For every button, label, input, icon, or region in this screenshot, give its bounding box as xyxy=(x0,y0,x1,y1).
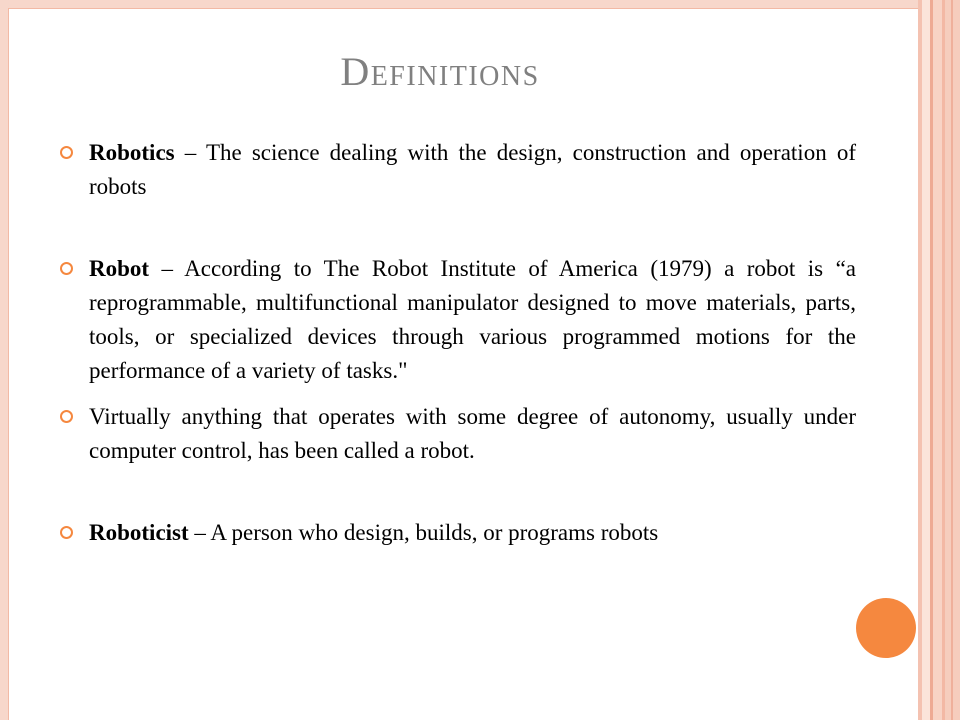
definition-text: – The science dealing with the design, construction and operation of robots xyxy=(89,140,856,199)
bullet-list xyxy=(60,136,856,550)
bullet-icon xyxy=(60,410,73,423)
decorative-stripe xyxy=(922,0,930,720)
list-item xyxy=(60,252,856,388)
definition-text: – According to The Robot Institute of America (1979) a robot is “a reprogrammable, multifunctional manipulator designed to move materials, parts, tools, or specialized devices through various programmed motions for the performance of a variety of tasks." xyxy=(89,256,856,383)
list-item xyxy=(60,516,856,550)
definition-text: Virtually anything that operates with some degree of autonomy, usually under computer control, has been called a robot. xyxy=(89,404,856,463)
accent-circle xyxy=(856,598,916,658)
decorative-stripe xyxy=(933,0,942,720)
bullet-icon xyxy=(60,526,73,539)
slide-border-top xyxy=(0,0,922,8)
slide-border-left-line xyxy=(8,8,9,720)
slide-title: Definitions xyxy=(340,49,540,94)
list-item xyxy=(60,400,856,468)
bullet-icon xyxy=(60,262,73,275)
list-item xyxy=(60,136,856,204)
bullet-icon xyxy=(60,146,73,159)
slide-border-top-line xyxy=(8,8,922,9)
decorative-stripe xyxy=(951,0,953,720)
definition-term: Robotics xyxy=(89,140,175,165)
definition-text: – A person who design, builds, or programs robots xyxy=(188,520,659,545)
slide-border-left xyxy=(0,0,8,720)
definition-term: Roboticist xyxy=(89,520,189,545)
definition-term: Robot xyxy=(89,256,150,281)
